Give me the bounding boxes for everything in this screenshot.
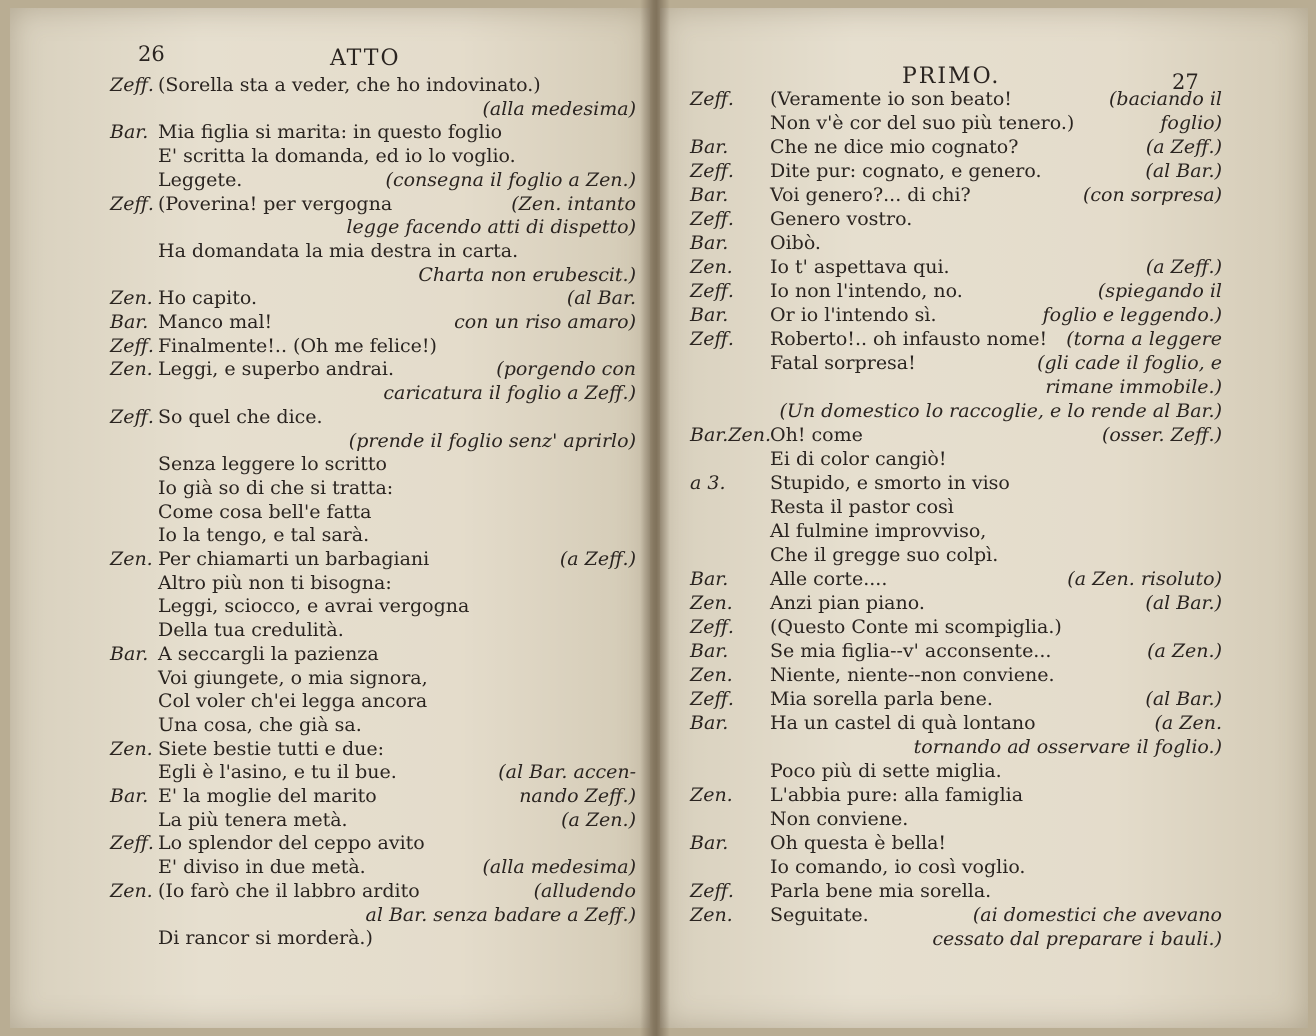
stage-direction: (a Zeff.) (559, 548, 636, 570)
speaker-label: Bar.Zen. (690, 424, 772, 446)
stage-direction: al Bar. senza badare a Zeff.) (365, 903, 636, 926)
verse-line: Io t' aspettava qui. (770, 256, 950, 278)
speaker-label: Zen. (110, 287, 153, 310)
stage-direction: (con sorpresa) (1082, 184, 1222, 206)
speaker-label: Zen. (110, 879, 153, 902)
speaker-label: Bar. (110, 785, 149, 807)
verse-line: Roberto!.. oh infausto nome! (770, 328, 1048, 350)
stage-direction: rimane immobile.) (1045, 376, 1222, 398)
verse-line: Fatal sorpresa! (770, 352, 916, 374)
stage-direction: nando Zeff.) (519, 785, 636, 807)
verse-line: Voi giungete, o mia signora, (158, 666, 428, 689)
stage-direction: (al Bar. accen- (498, 761, 636, 784)
stage-direction: (al Bar.) (1145, 688, 1222, 710)
stage-direction: (a Zen.) (1147, 640, 1222, 662)
speaker-label: Bar. (690, 640, 729, 662)
stage-direction: (torna a leggere (1066, 328, 1222, 350)
verse-line: Mia figlia si marita: in questo foglio (158, 121, 503, 144)
verse-line: Col voler ch'ei legga ancora (158, 690, 428, 713)
stage-direction: cessato dal preparare i bauli.) (932, 928, 1222, 950)
speaker-label: Zeff. (110, 405, 154, 428)
verse-line: Finalmente!.. (Oh me felice!) (158, 334, 437, 357)
speaker-label: Bar. (690, 568, 729, 590)
left-running-header: ATTO (330, 46, 401, 71)
speaker-label: Zeff. (110, 74, 154, 96)
stage-direction: legge facendo atti di dispetto) (346, 216, 636, 239)
verse-line: Lo splendor del ceppo avito (158, 832, 425, 855)
verse-line: Leggi, sciocco, e avrai vergogna (158, 595, 470, 618)
stage-direction: tornando ad osservare il foglio.) (913, 736, 1222, 758)
verse-line: Voi genero?... di chi? (770, 184, 971, 206)
verse-line: Niente, niente--non conviene. (770, 664, 1055, 686)
verse-line: Manco mal! (158, 311, 273, 333)
speaker-label: Bar. (690, 232, 729, 254)
stage-direction: (osser. Zeff.) (1101, 424, 1222, 446)
speaker-label: Zen. (690, 256, 733, 278)
stage-direction: (al Bar. (566, 287, 636, 310)
stage-direction: (al Bar.) (1145, 160, 1222, 182)
stage-direction: (al Bar.) (1145, 592, 1222, 614)
verse-line: Ha un castel di quà lontano (770, 712, 1036, 734)
speaker-label: Bar. (110, 121, 149, 144)
verse-line: Leggete. (158, 168, 243, 191)
verse-line: E' diviso in due metà. (158, 856, 366, 879)
verse-line: Non conviene. (770, 808, 909, 830)
verse-line: Oibò. (770, 232, 821, 254)
verse-line: Or io l'intendo sì. (770, 304, 937, 326)
speaker-label: Zeff. (110, 192, 154, 215)
verse-line: Io la tengo, e tal sarà. (158, 524, 370, 547)
verse-line: (Questo Conte mi scompiglia.) (770, 616, 1062, 638)
stage-direction: foglio) (1160, 112, 1222, 134)
verse-line: Della tua credulità. (158, 619, 344, 642)
verse-line: Come cosa bell'e fatta (158, 500, 372, 523)
left-page-number: 26 (138, 42, 165, 66)
verse-line: E' scritta la domanda, ed io lo voglio. (158, 145, 516, 168)
stage-direction: foglio e leggendo.) (1042, 304, 1222, 326)
speaker-label: Bar. (690, 184, 729, 206)
speaker-label: Bar. (110, 311, 149, 333)
stage-direction: (alludendo (533, 879, 636, 902)
speaker-label: Zen. (110, 737, 153, 760)
verse-line: Senza leggere lo scritto (158, 453, 387, 476)
verse-line: Ha domandata la mia destra in carta. (158, 239, 519, 262)
stage-direction: (consegna il foglio a Zen.) (385, 168, 636, 191)
verse-line: Io comando, io così voglio. (770, 856, 1026, 878)
speaker-label: Zeff. (690, 688, 734, 710)
verse-line: Siete bestie tutti e due: (158, 737, 384, 760)
verse-line: Ho capito. (158, 287, 258, 310)
speaker-label: Zeff. (690, 880, 734, 902)
speaker-label: Zen. (690, 592, 733, 614)
stage-direction: (a Zeff.) (1145, 136, 1222, 158)
verse-line: Al fulmine improvviso, (770, 520, 987, 542)
speaker-label: Zeff. (690, 208, 734, 230)
stage-direction: (porgendo con (496, 358, 636, 381)
verse-line: L'abbia pure: alla famiglia (770, 784, 1024, 806)
verse-line: A seccargli la pazienza (158, 642, 379, 665)
speaker-label: Zen. (110, 358, 153, 381)
stage-direction: (gli cade il foglio, e (1037, 352, 1222, 374)
speaker-label: Zen. (690, 664, 733, 686)
verse-line: (Sorella sta a veder, che ho indovinato.) (158, 74, 541, 96)
stage-direction: (prende il foglio senz' aprirlo) (348, 429, 636, 452)
stage-direction: (Zen. intanto (511, 192, 636, 215)
speaker-label: Bar. (690, 712, 729, 734)
speaker-label: Zen. (110, 548, 153, 570)
speaker-label: Zeff. (690, 88, 734, 110)
stage-direction: con un riso amaro) (454, 311, 636, 333)
speaker-label: Zeff. (110, 334, 154, 357)
verse-line: Di rancor si morderà.) (158, 927, 373, 950)
speaker-label: Bar. (690, 304, 729, 326)
stage-direction: (a Zen. risoluto) (1067, 568, 1222, 590)
verse-line: Alle corte.... (770, 568, 888, 590)
stage-direction: (baciando il (1109, 88, 1222, 110)
verse-line: Oh questa è bella! (770, 832, 947, 854)
stage-direction: (ai domestici che avevano (972, 904, 1222, 926)
speaker-label: Zen. (690, 904, 733, 926)
verse-line: Resta il pastor così (770, 496, 954, 518)
verse-line: Altro più non ti bisogna: (158, 571, 392, 594)
stage-direction: (a Zen.) (561, 808, 636, 831)
verse-line: Parla bene mia sorella. (770, 880, 992, 902)
verse-line: Se mia figlia--v' acconsente... (770, 640, 1052, 662)
speaker-label: Bar. (690, 136, 729, 158)
verse-line: Stupido, e smorto in viso (770, 472, 1010, 494)
verse-line: Una cosa, che già sa. (158, 713, 362, 736)
verse-line: (Io farò che il labbro ardito (158, 879, 420, 902)
verse-line: (Poverina! per vergogna (158, 192, 393, 215)
speaker-label: Zeff. (690, 616, 734, 638)
verse-line: E' la moglie del marito (158, 785, 377, 807)
stage-direction: (alla medesima) (482, 97, 636, 120)
verse-line: Che il gregge suo colpì. (770, 544, 999, 566)
stage-direction: (Un domestico lo raccoglie, e lo rende al Bar.) (779, 400, 1222, 422)
verse-line: (Veramente io son beato! (770, 88, 1012, 110)
speaker-label: Zen. (690, 784, 733, 806)
speaker-label: Zeff. (110, 832, 154, 855)
verse-line: La più tenera metà. (158, 808, 348, 831)
stage-direction: (spiegando il (1097, 280, 1222, 302)
verse-line: Poco più di sette miglia. (770, 760, 1002, 782)
verse-line: Anzi pian piano. (770, 592, 925, 614)
verse-line: Genero vostro. (770, 208, 913, 230)
verse-line: Leggi, e superbo andrai. (158, 358, 394, 381)
speaker-label: Zeff. (690, 280, 734, 302)
verse-line: Che ne dice mio cognato? (770, 136, 1019, 158)
verse-line: Egli è l'asino, e tu il bue. (158, 761, 397, 784)
stage-direction: (alla medesima) (482, 856, 636, 879)
speaker-label: Zeff. (690, 160, 734, 182)
verse-line: So quel che dice. (158, 405, 323, 428)
verse-line: Non v'è cor del suo più tenero.) (770, 112, 1075, 134)
stage-direction: caricatura il foglio a Zeff.) (383, 382, 636, 405)
verse-line: Io non l'intendo, no. (770, 280, 963, 302)
verse-line: Io già so di che si tratta: (158, 476, 394, 499)
verse-line: Seguitate. (770, 904, 869, 926)
speaker-label: Bar. (690, 832, 729, 854)
verse-line: Ei di color cangiò! (770, 448, 947, 470)
speaker-label: Zeff. (690, 328, 734, 350)
verse-line: Mia sorella parla bene. (770, 688, 993, 710)
verse-line: Per chiamarti un barbagiani (158, 548, 430, 570)
stage-direction: (a Zen. (1154, 712, 1222, 734)
right-page-number: 27 (1172, 70, 1199, 94)
speaker-label: Bar. (110, 642, 149, 665)
speaker-label: a 3. (690, 472, 726, 494)
stage-direction: Charta non erubescit.) (418, 263, 636, 286)
verse-line: Dite pur: cognato, e genero. (770, 160, 1042, 182)
book-gutter (640, 0, 670, 1036)
verse-line: Oh! come (770, 424, 863, 446)
right-running-header: PRIMO. (902, 64, 1001, 89)
stage-direction: (a Zeff.) (1145, 256, 1222, 278)
